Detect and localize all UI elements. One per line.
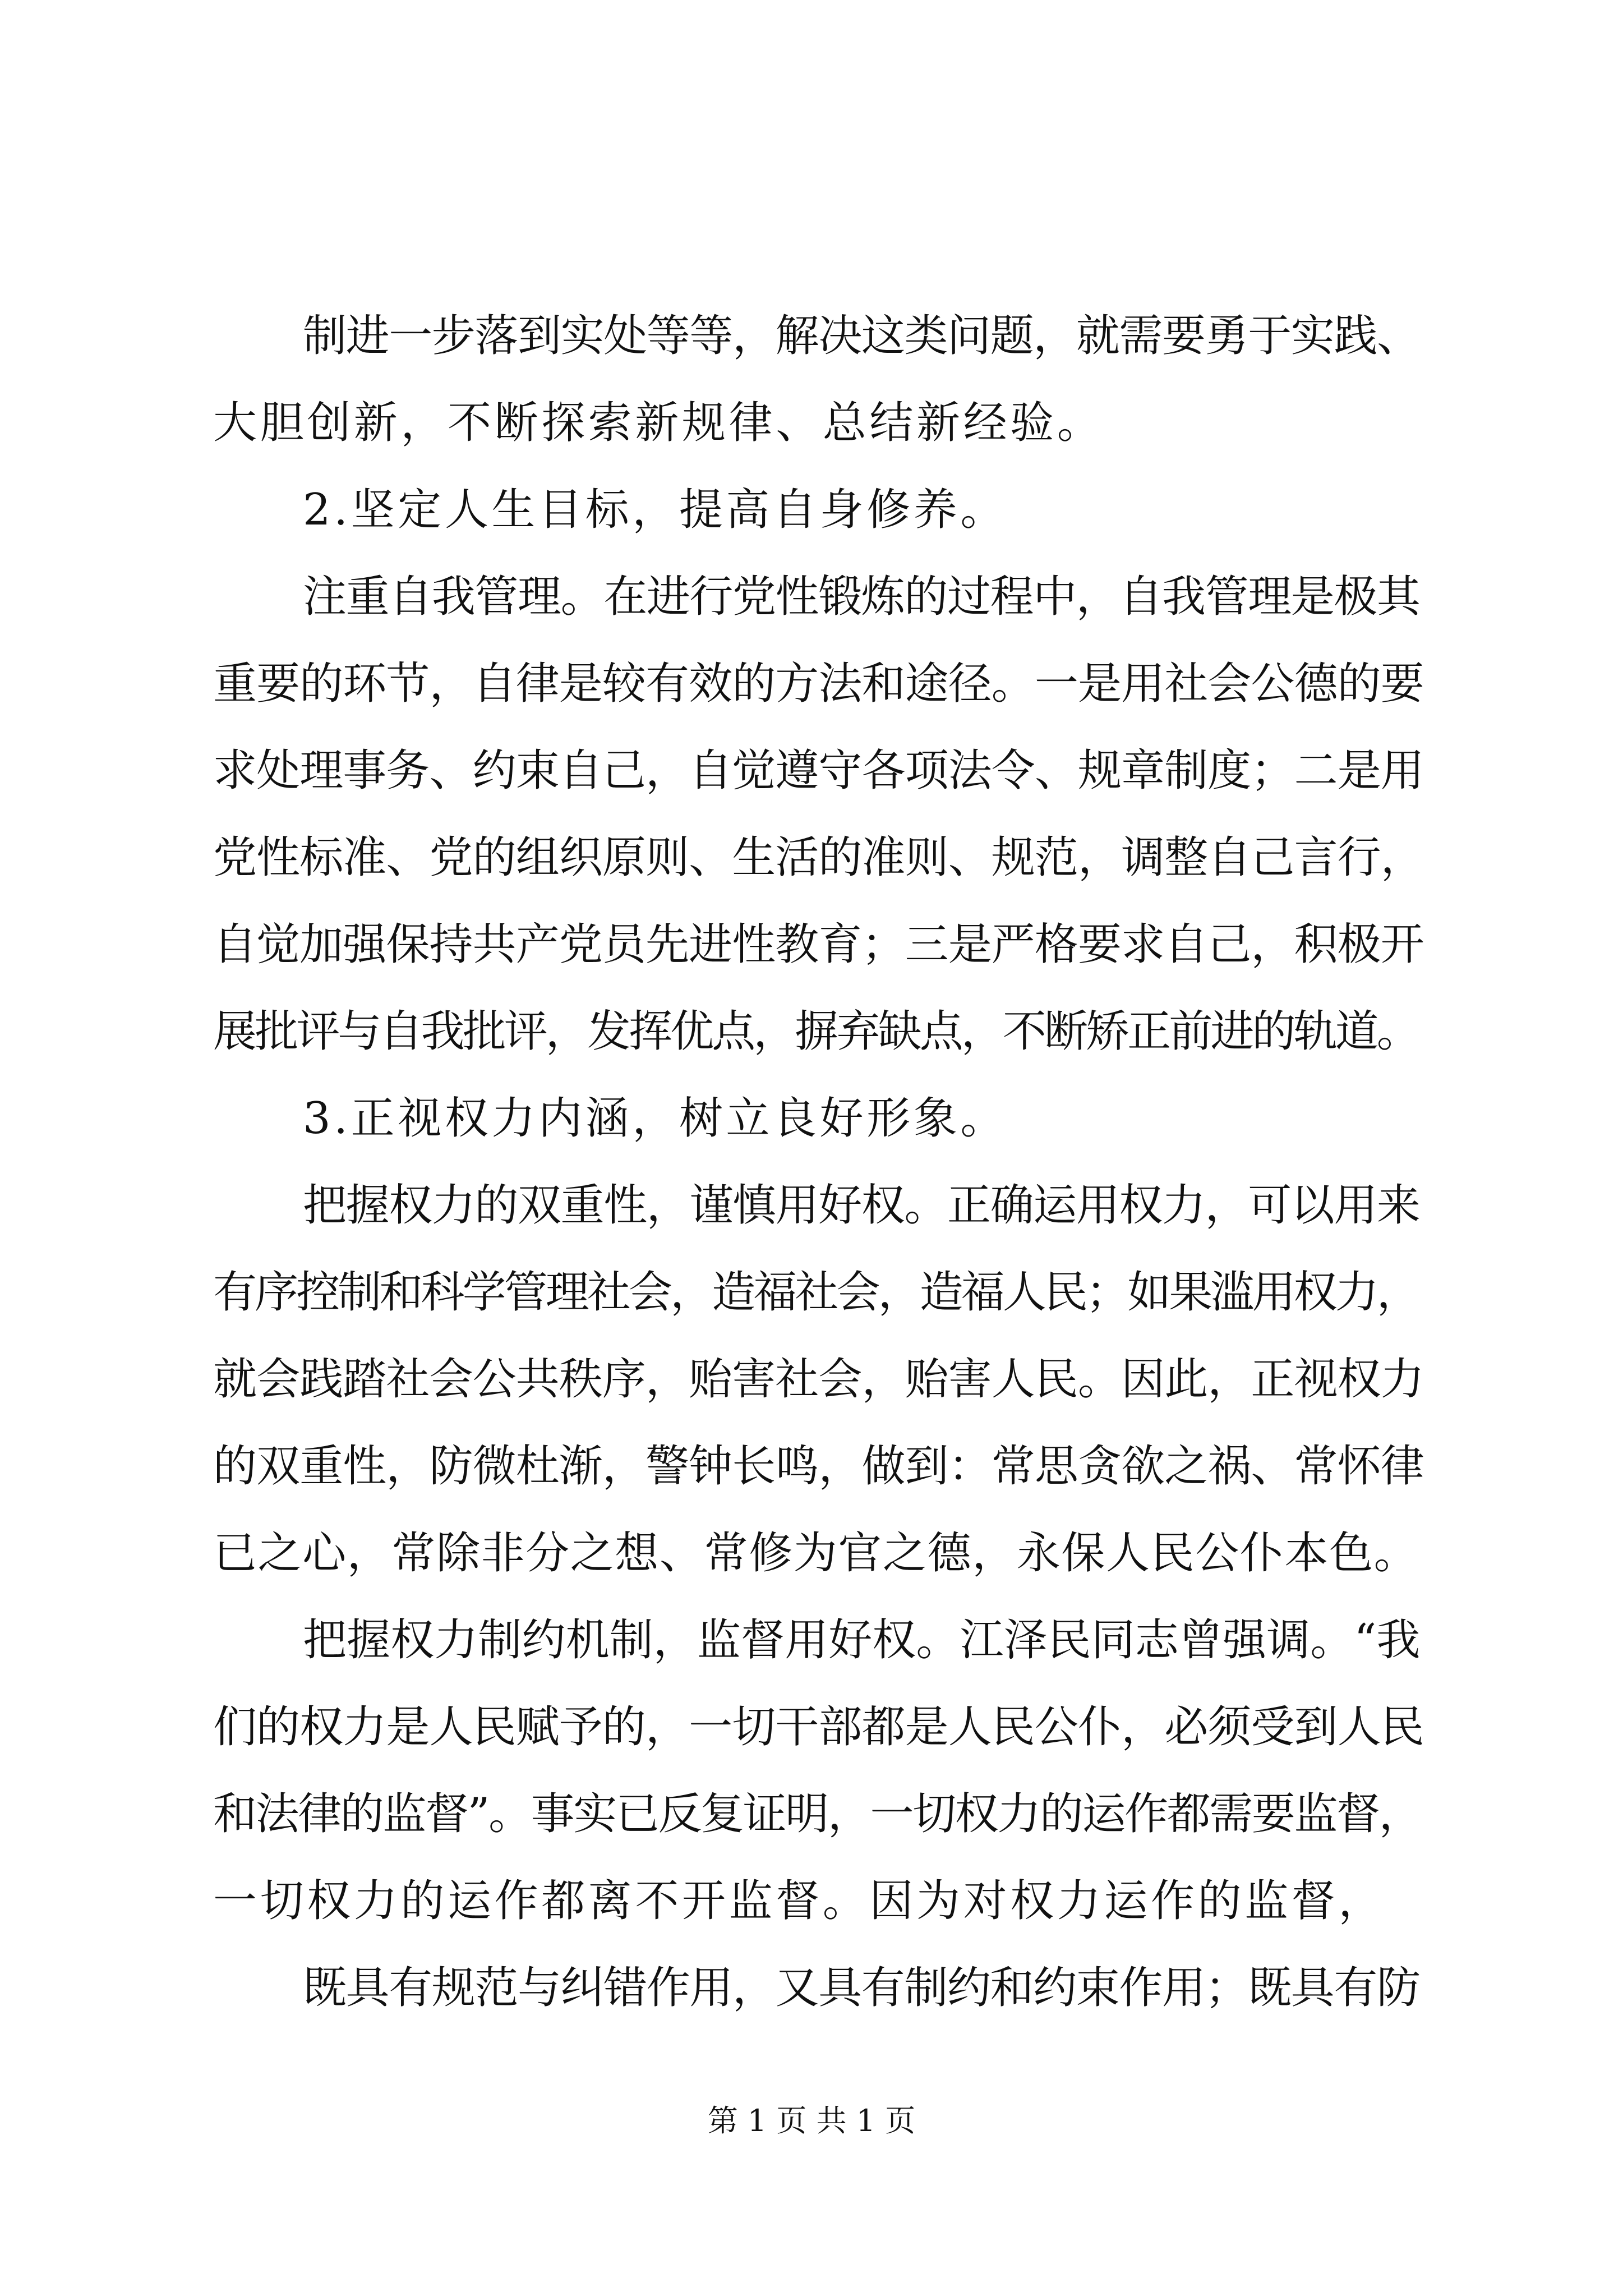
text-line: 制进一步落到实处等等，解决这类问题，就需要勇于实践、 — [303, 311, 1420, 361]
text-line: 展批评与自我批评，发挥优点，摒弃缺点，不断矫正前进的轨道。 — [213, 1006, 1418, 1057]
text-line: 大胆创新，不断探索新规律、总结新经验。 — [213, 398, 1104, 448]
text-line: 们的权力是人民赋予的，一切干部都是人民公仆，必须受到人民 — [213, 1702, 1424, 1752]
text-line: 已之心，常除非分之想、常修为官之德，永保人民公仆本色。 — [213, 1528, 1419, 1579]
section-heading: 3.正视权力内涵，树立良好形象。 — [303, 1093, 1008, 1144]
text-line: 就会践踏社会公共秩序，贻害社会，贻害人民。因此，正视权力 — [213, 1354, 1424, 1405]
text-line: 求处理事务、约束自己，自觉遵守各项法令、规章制度；二是用 — [213, 746, 1424, 796]
section-heading: 2.坚定人生目标，提高自身修养。 — [303, 485, 1008, 535]
text-line: 既具有规范与纠错作用，又具有制约和约束作用；既具有防 — [303, 1963, 1420, 2013]
text-line: 把握权力的双重性，谨慎用好权。正确运用权力，可以用来 — [303, 1180, 1420, 1231]
document-body — [213, 293, 1424, 2032]
text-line: 和法律的监督”。事实已反复证明，一切权力的运作都需要监督， — [213, 1789, 1422, 1839]
text-line: 党性标准、党的组织原则、生活的准则、规范，调整自己言行， — [213, 832, 1424, 883]
text-line: 有序控制和科学管理社会，造福社会，造福人民；如果滥用权力， — [213, 1267, 1418, 1318]
text-line: 一切权力的运作都离不开监督。因为对权力运作的监督， — [213, 1876, 1386, 1926]
text-line: 把握权力制约机制，监督用好权。江泽民同志曾强调。“我 — [303, 1615, 1421, 1665]
page-footer: 第 1 页 共 1 页 — [707, 2103, 916, 2138]
text-line: 注重自我管理。在进行党性锻炼的过程中，自我管理是极其 — [303, 572, 1420, 622]
text-line: 重要的环节，自律是较有效的方法和途径。一是用社会公德的要 — [213, 659, 1424, 709]
text-line: 自觉加强保持共产党员先进性教育；三是严格要求自己，积极开 — [213, 919, 1424, 970]
text-line: 的双重性，防微杜渐，警钟长鸣，做到：常思贪欲之祸、常怀律 — [213, 1441, 1424, 1492]
